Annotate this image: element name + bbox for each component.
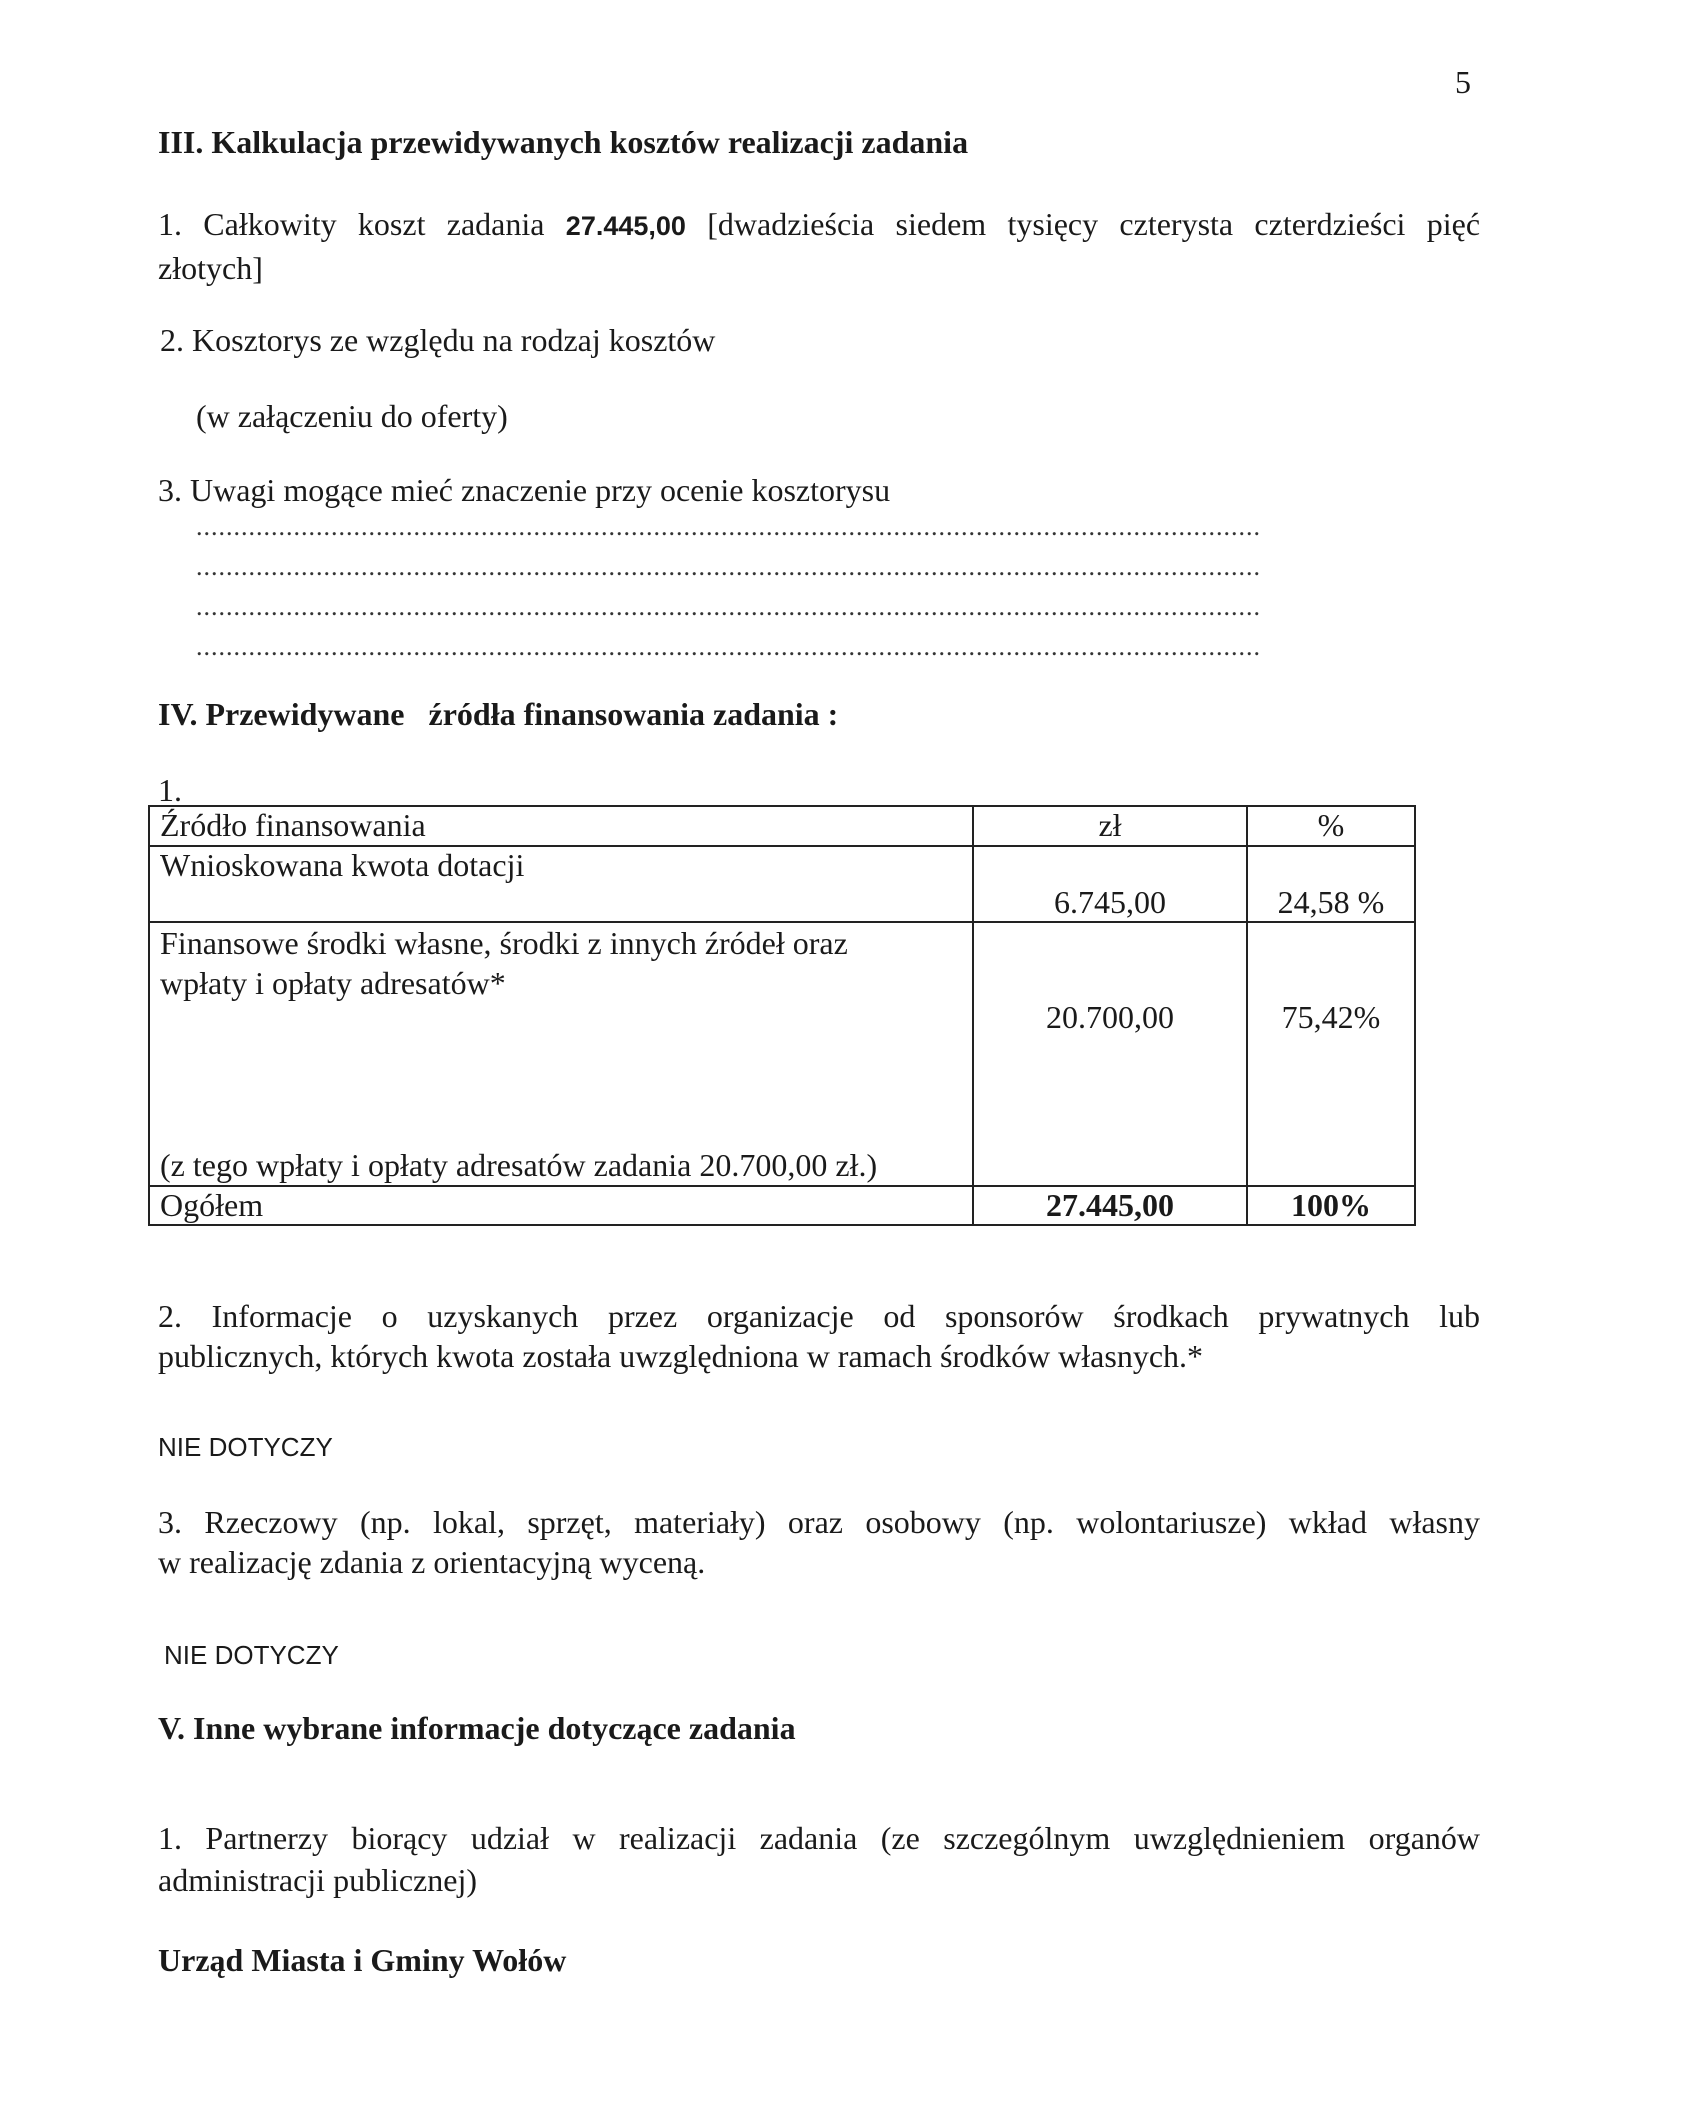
section-5-item-1-line-1: 1. Partnerzy biorący udział w realizacji zadania (ze szczególnym uwzględnieniem organów [158, 1820, 1480, 1856]
item-1-prefix: 1. Całkowity koszt zadania [158, 206, 545, 242]
section-5-item-1-line-2: administracji publicznej) [158, 1862, 477, 1898]
row-own-funds-pct: 75,42% [1247, 922, 1415, 1186]
dotted-line-2: .............................................................................................................................................. [196, 552, 1261, 581]
section-3-heading: III. Kalkulacja przewidywanych kosztów realizacji zadania [158, 124, 969, 160]
item-1-words: [dwadzieścia siedem tysięcy czterysta czterdzieści pięć [707, 206, 1481, 242]
row-grant-zl: 6.745,00 [973, 846, 1247, 922]
section-3-item-2: 2. Kosztorys ze względu na rodzaj kosztów [160, 322, 716, 358]
table-total-row [149, 1186, 1415, 1225]
table-row [149, 922, 1415, 1186]
section-4-item-2-line-2: publicznych, których kwota została uwzględniona w ramach środków własnych.* [158, 1338, 1204, 1374]
section-4-item-2-answer: NIE DOTYCZY [158, 1432, 333, 1462]
row-own-funds-zl: 20.700,00 [973, 922, 1247, 1186]
total-label: Ogółem [149, 1186, 973, 1225]
row-own-funds-source [149, 922, 973, 1186]
financing-table [148, 805, 1416, 1226]
total-cost-amount: 27.445,00 [565, 211, 686, 241]
own-funds-line-2: wpłaty i opłaty adresatów* [160, 965, 506, 1001]
section-3-item-3: 3. Uwagi mogące mieć znaczenie przy ocenie kosztorysu [158, 472, 891, 508]
header-pct: % [1247, 806, 1415, 846]
section-4-item-1-label: 1. [158, 772, 182, 808]
own-funds-note: (z tego wpłaty i opłaty adresatów zadania 20.700,00 zł.) [160, 1147, 878, 1183]
table-row [149, 846, 1415, 922]
section-4-item-3-line-2: w realizację zdania z orientacyjną wyceną. [158, 1544, 706, 1580]
section-3-item-1-line-2: złotych] [158, 250, 263, 286]
dotted-line-3: .............................................................................................................................................. [196, 592, 1261, 621]
section-3-item-1-line-1 [158, 204, 1480, 246]
dotted-line-1: .............................................................................................................................................. [196, 512, 1261, 541]
dotted-line-4: .............................................................................................................................................. [196, 632, 1261, 661]
total-pct: 100% [1247, 1186, 1415, 1225]
total-zl: 27.445,00 [973, 1186, 1247, 1225]
section-5-heading: V. Inne wybrane informacje dotyczące zadania [158, 1710, 796, 1746]
section-4-heading: IV. Przewidywane źródła finansowania zadania : [158, 696, 839, 732]
page-number: 5 [1455, 64, 1471, 100]
table-header-row [149, 806, 1415, 846]
row-grant-source: Wnioskowana kwota dotacji [149, 846, 973, 922]
section-4-item-2-line-1: 2. Informacje o uzyskanych przez organizacje od sponsorów środkach prywatnych lub [158, 1298, 1480, 1334]
header-source: Źródło finansowania [149, 806, 973, 846]
section-4-item-3-answer: NIE DOTYCZY [164, 1640, 339, 1670]
row-grant-pct: 24,58 % [1247, 846, 1415, 922]
section-3-item-2-note: (w załączeniu do oferty) [196, 398, 508, 434]
partner-name: Urząd Miasta i Gminy Wołów [158, 1942, 567, 1978]
own-funds-line-1: Finansowe środki własne, środki z innych źródeł oraz [160, 925, 848, 961]
section-4-item-3-line-1: 3. Rzeczowy (np. lokal, sprzęt, materiały) oraz osobowy (np. wolontariusze) wkład własny [158, 1504, 1480, 1540]
header-zl: zł [973, 806, 1247, 846]
